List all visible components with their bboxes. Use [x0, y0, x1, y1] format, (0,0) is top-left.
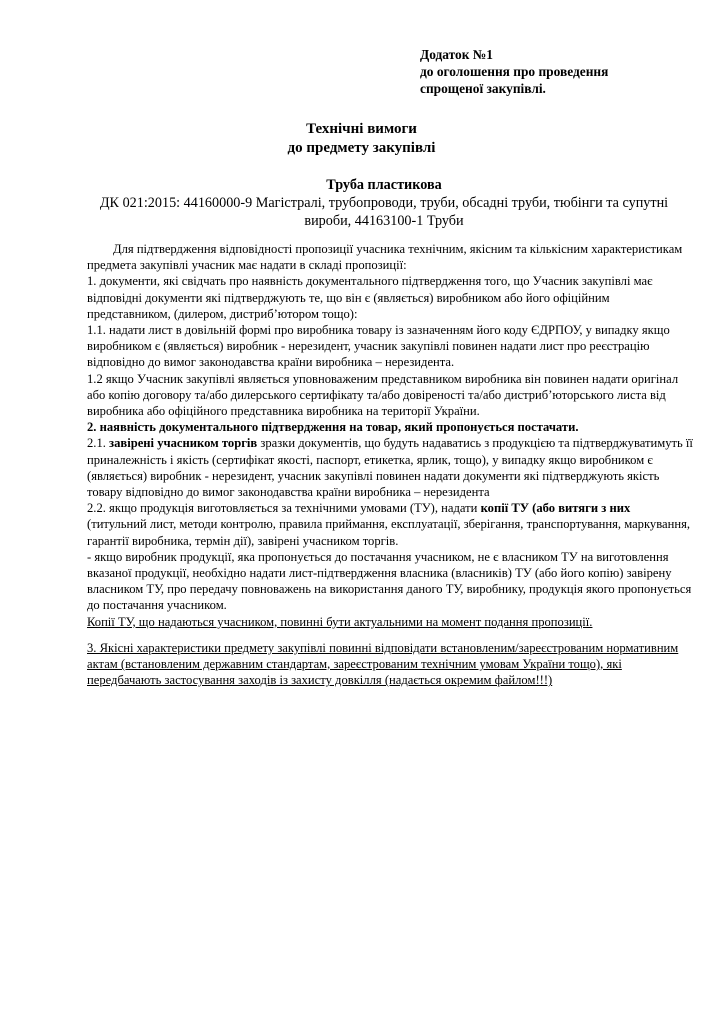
subject-name: Труба пластикова [326, 177, 442, 193]
document-title [0, 120, 723, 158]
requirements-body [87, 241, 693, 688]
annex-number: Додаток №1 [420, 47, 493, 62]
requirement-2-2-bold: копії ТУ (або витяги з них [480, 501, 631, 516]
annex-header [420, 46, 710, 97]
requirement-2-1 [87, 435, 693, 500]
requirement-2-1-text: зразки документів, що будуть надаватись з продукцією та підтверджуватимуть її приналежність і якість (сертифікат якості, паспорт, етикетка, ярлик, тощо), у випадку якщо виробником є (являється) виробник - нерезидент, учасник закупівлі повинен надати документи які підтверджують якість товару відповідно до вимог законодавства країни виробника – нерезидента [87, 436, 693, 500]
requirement-2-2-text: (титульний лист, методи контролю, правила приймання, експлуатації, зберігання, транспортування, маркування, гарантії виробника, термін дії), завірені учасником торгів. [87, 517, 691, 548]
requirement-2-3: - якщо виробник продукції, яка пропонується до постачання учасником, не є власником ТУ на виготовлення вказаної продукції, необхідно надати лист-підтвердження власника (власників) ТУ (або його копію) завірену власником ТУ, про передачу повноважень на використання даного ТУ, виробнику, продукція якого пропонується до постачання учасником. [87, 549, 692, 613]
requirement-2-4: Копії ТУ, що надаються учасником, повинні бути актуальними на момент подання пропозиції. [87, 614, 593, 629]
title-line-2: до предмету закупівлі [287, 140, 436, 156]
requirement-2-2-prefix: 2.2. якщо продукція виготовляється за технічними умовами (ТУ), надати [87, 501, 481, 516]
annex-line-2: до оголошення про проведення [420, 64, 609, 79]
requirement-2-1-bold: завірені учасником торгів [109, 436, 258, 451]
title-line-1: Технічні вимоги [306, 121, 417, 137]
intro-paragraph: Для підтвердження відповідності пропозиції учасника технічним, якісним та кількісним характеристикам предмета закупівлі учасник має надати в складі пропозиції: [87, 242, 683, 273]
requirement-2-heading: 2. наявність документального підтвердження на товар, який пропонується постачати. [87, 420, 579, 435]
procurement-subject [84, 176, 684, 230]
requirement-1: 1. документи, які свідчать про наявність документального підтвердження того, що Учасник закупівлі має відповідні документи які підтверджують те, що він є (являється) виробником або його офіційним представником, (дилером, дистриб’ютором тощо): [87, 274, 653, 321]
requirement-1-2: 1.2 якщо Учасник закупівлі являється уповноваженим представником виробника він повинен надати оригінал або копію договору та/або дилерського сертифікату та/або довіреності та/або дистриб’юторського листа від виробника або офіційного представника виробника на території України. [87, 371, 679, 419]
requirement-1-1: 1.1. надати лист в довільній формі про виробника товару із зазначенням його коду ЄДРПОУ, у випадку якщо виробником є (являється) виробник - нерезидент, учасник закупівлі повинен надати лист про реєстрацію відповідно до вимог законодавства країни виробника – нерезидента. [87, 323, 670, 370]
annex-line-3: спрощеної закупівлі. [420, 81, 546, 96]
requirement-3: 3. Якісні характеристики предмету закупівлі повинні відповідати встановленим/зареєстрованим нормативним актам (встановленим державним стандартам, зареєстрованим технічним умовам України тощо), які передбачають застосування заходів із захисту довкілля (надається окремим файлом!!!) [87, 640, 679, 688]
requirement-2 [87, 419, 693, 435]
requirement-2-2 [87, 500, 693, 549]
subject-code: ДК 021:2015: 44160000-9 Магістралі, трубопроводи, труби, обсадні труби, тюбінги та супутні вироби, 44163100-1 Труби [99, 195, 669, 229]
paragraph-gap [87, 630, 693, 640]
requirement-2-1-prefix: 2.1. [87, 436, 110, 451]
